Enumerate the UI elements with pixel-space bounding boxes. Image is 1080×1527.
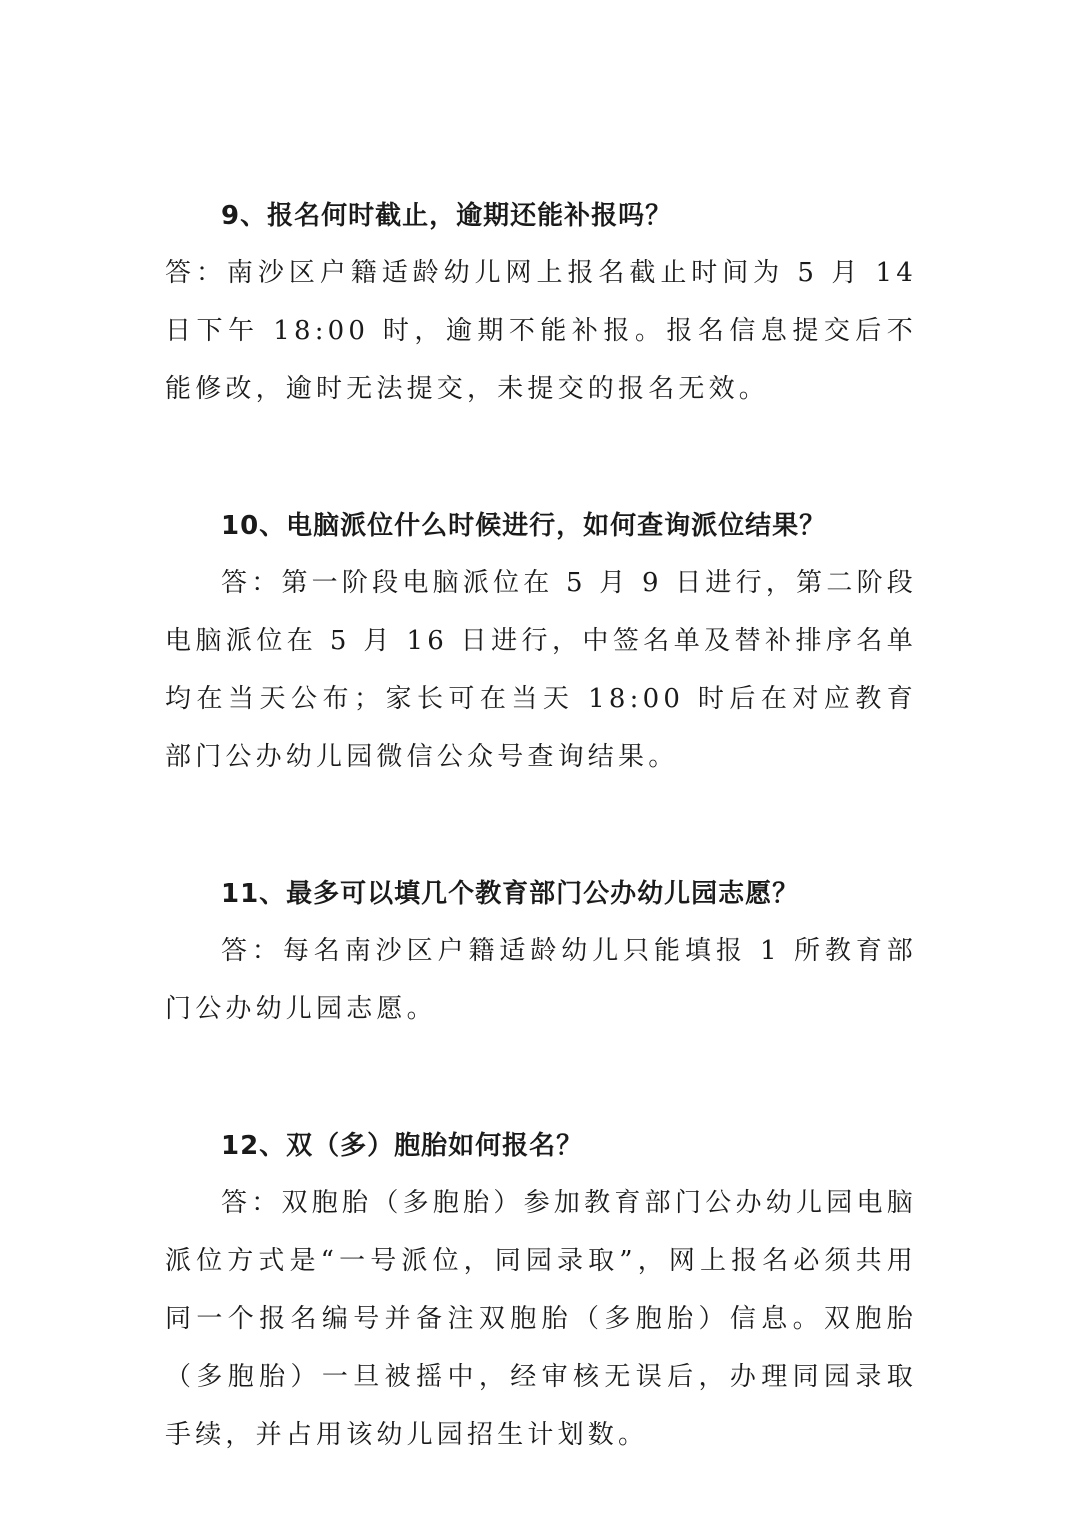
faq-item-10	[165, 498, 917, 786]
document-body	[165, 188, 917, 1464]
faq-item-9	[165, 188, 917, 418]
answer-paragraph: 答：双胞胎（多胞胎）参加教育部门公办幼儿园电脑派位方式是“一号派位，同园录取”，网上报名必须共用同一个报名编号并备注双胞胎（多胞胎）信息。双胞胎（多胞胎）一旦被摇中，经审核无误后，办理同园录取手续，并占用该幼儿园招生计划数。	[165, 1188, 917, 1450]
question-heading: 10、电脑派位什么时候进行，如何查询派位结果？	[221, 511, 827, 541]
answer-paragraph: 答：每名南沙区户籍适龄幼儿只能填报 1 所教育部门公办幼儿园志愿。	[165, 936, 917, 1024]
answer-paragraph: 答：第一阶段电脑派位在 5 月 9 日进行，第二阶段电脑派位在 5 月 16 日进行，中签名单及替补排序名单均在当天公布；家长可在当天 18:00 时后在对应教育部门公办幼儿园微信公众号查询结果。	[165, 568, 917, 772]
question-heading: 9、报名何时截止，逾期还能补报吗？	[221, 201, 673, 231]
faq-item-11	[165, 866, 917, 1038]
answer-paragraph: 答：南沙区户籍适龄幼儿网上报名截止时间为 5 月 14 日下午 18:00 时，逾期不能补报。报名信息提交后不能修改，逾时无法提交，未提交的报名无效。	[165, 258, 917, 404]
question-heading: 11、最多可以填几个教育部门公办幼儿园志愿？	[221, 879, 800, 909]
spacer	[165, 418, 917, 498]
faq-item-12	[165, 1118, 917, 1464]
spacer	[165, 786, 917, 866]
spacer	[165, 1038, 917, 1118]
question-heading: 12、双（多）胞胎如何报名？	[221, 1131, 584, 1161]
